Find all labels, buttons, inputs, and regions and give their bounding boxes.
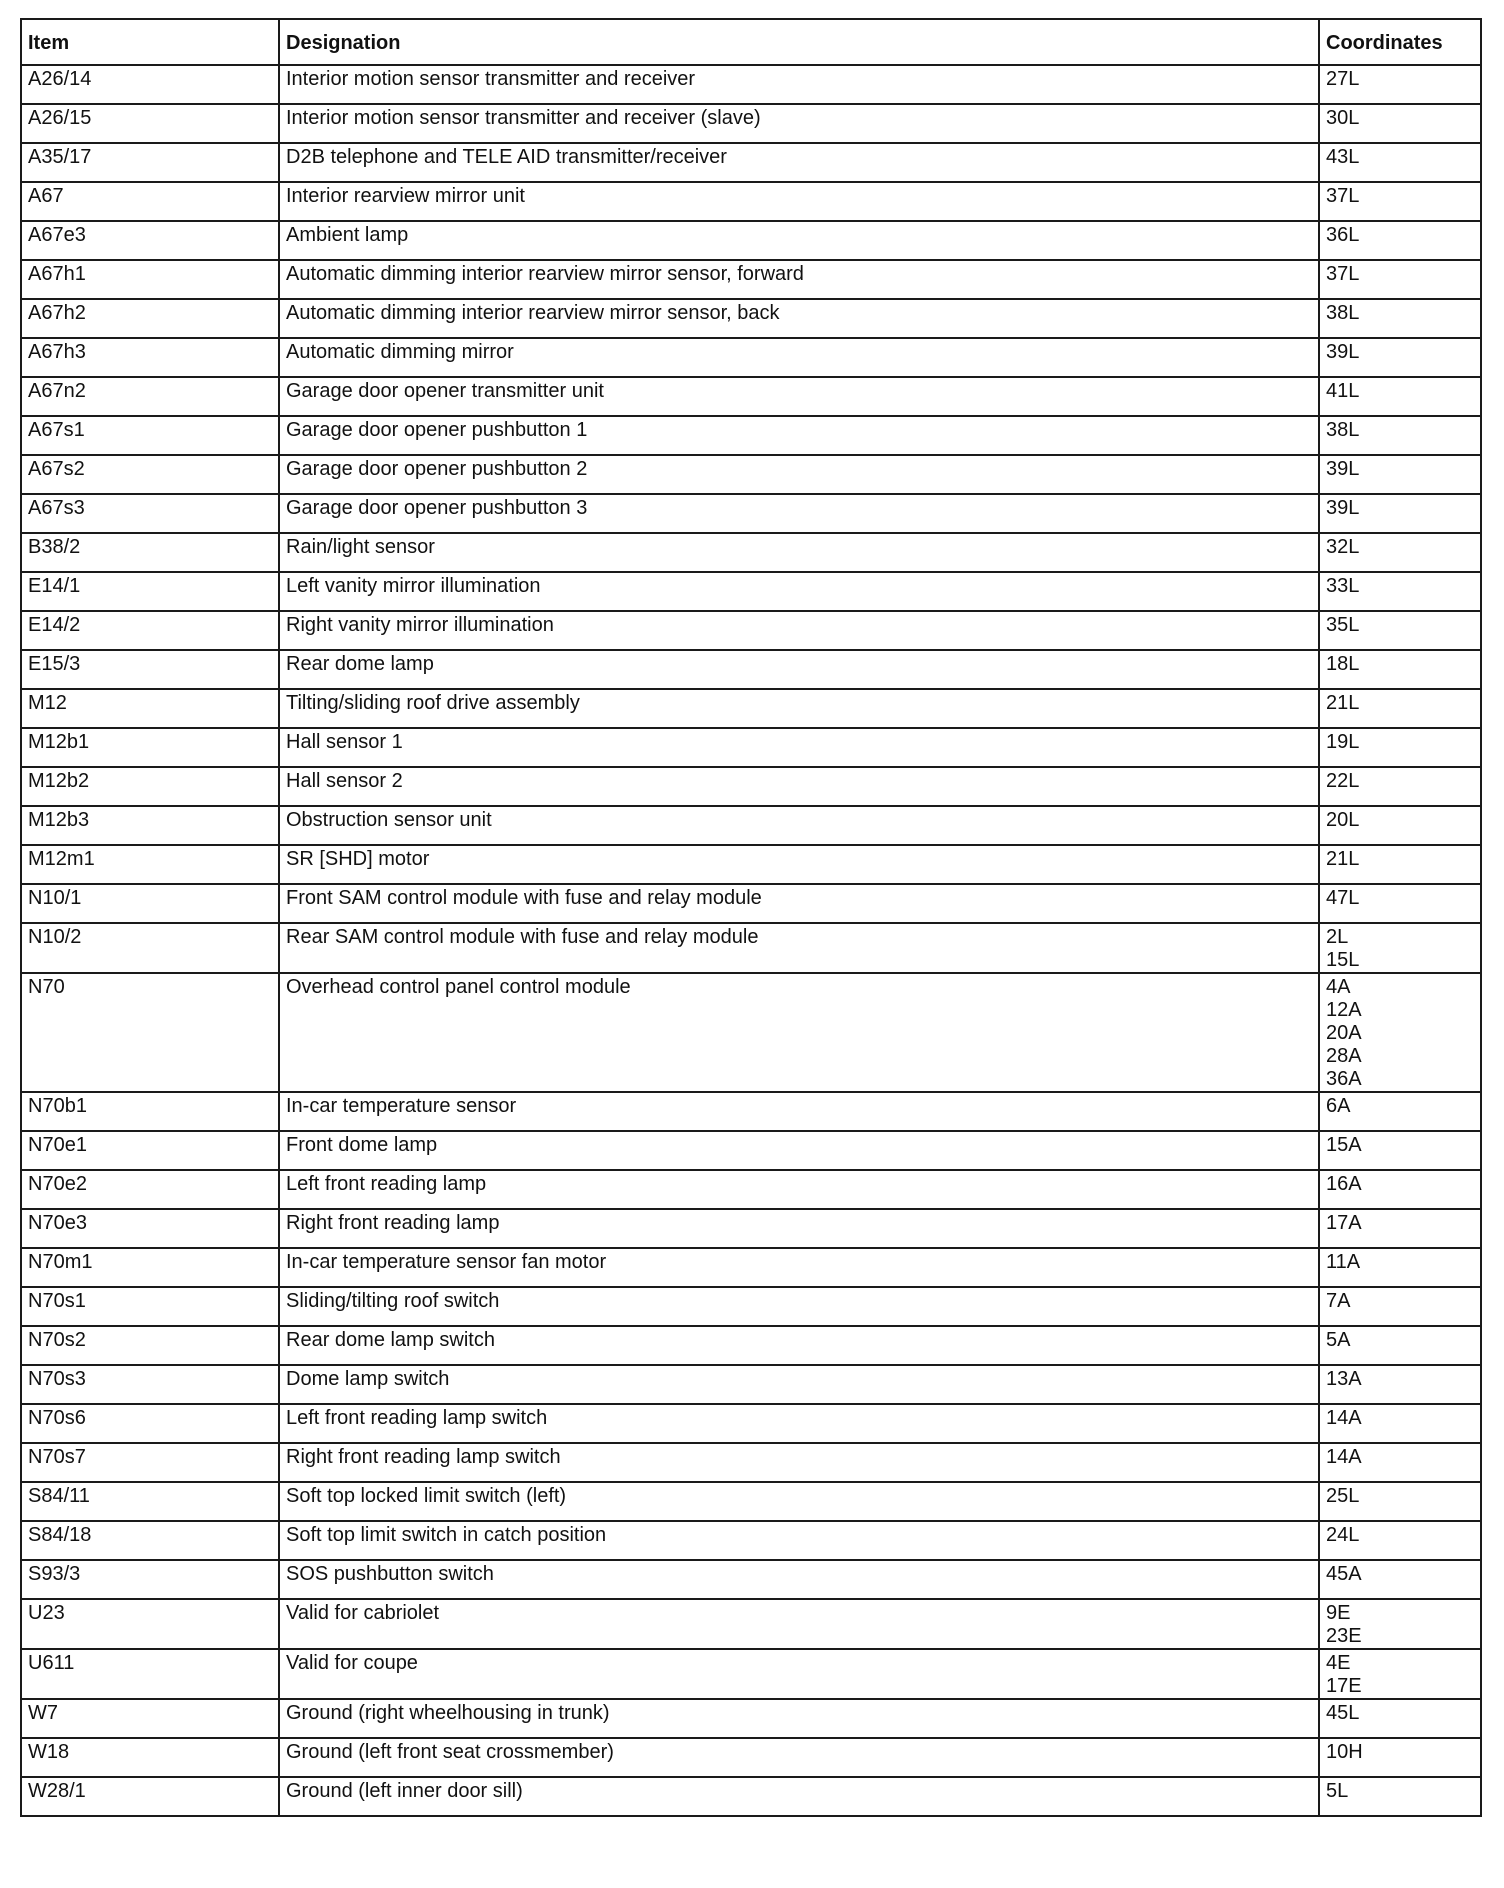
coordinate-value: 21L <box>1326 848 1360 870</box>
designation-cell: Garage door opener pushbutton 2 <box>279 455 1319 494</box>
table-row <box>21 1365 1481 1404</box>
coordinates-cell <box>1319 1131 1481 1170</box>
designation-cell: Soft top locked limit switch (left) <box>279 1482 1319 1521</box>
coordinate-value: 45L <box>1326 1702 1360 1724</box>
designation-cell: Interior motion sensor transmitter and receiver <box>279 65 1319 104</box>
designation-cell: SR [SHD] motor <box>279 845 1319 884</box>
table-row <box>21 260 1481 299</box>
coordinate-value: 32L <box>1326 536 1360 558</box>
coordinates-cell <box>1319 221 1481 260</box>
coordinate-value: 47L <box>1326 887 1360 909</box>
coordinate-value: 10H <box>1326 1741 1363 1763</box>
coordinates-cell <box>1319 1170 1481 1209</box>
table-row <box>21 923 1481 973</box>
table-row <box>21 689 1481 728</box>
designation-cell: Right vanity mirror illumination <box>279 611 1319 650</box>
designation-cell: Tilting/sliding roof drive assembly <box>279 689 1319 728</box>
coordinates-cell <box>1319 728 1481 767</box>
designation-cell: Ground (left inner door sill) <box>279 1777 1319 1816</box>
item-cell: A26/15 <box>21 104 279 143</box>
table-row <box>21 1170 1481 1209</box>
table-row <box>21 377 1481 416</box>
coordinates-cell <box>1319 182 1481 221</box>
item-cell: N70e1 <box>21 1131 279 1170</box>
item-cell: W28/1 <box>21 1777 279 1816</box>
coordinate-value: 38L <box>1326 302 1360 324</box>
designation-cell: Ground (right wheelhousing in trunk) <box>279 1699 1319 1738</box>
coordinate-value: 27L <box>1326 68 1360 90</box>
item-cell: N70b1 <box>21 1092 279 1131</box>
coordinate-value: 28A <box>1326 1045 1362 1067</box>
coordinate-value: 5L <box>1326 1780 1349 1802</box>
coordinate-value: 19L <box>1326 731 1360 753</box>
coordinate-value: 18L <box>1326 653 1360 675</box>
coordinate-value: 45A <box>1326 1563 1362 1585</box>
designation-cell: D2B telephone and TELE AID transmitter/receiver <box>279 143 1319 182</box>
item-cell: E15/3 <box>21 650 279 689</box>
table-row <box>21 338 1481 377</box>
coordinates-cell <box>1319 1443 1481 1482</box>
coordinates-cell <box>1319 1699 1481 1738</box>
item-cell: N70s2 <box>21 1326 279 1365</box>
coordinate-value: 38L <box>1326 419 1360 441</box>
coordinates-cell <box>1319 416 1481 455</box>
header-item: Item <box>21 19 279 65</box>
coordinate-value: 24L <box>1326 1524 1360 1546</box>
coordinates-cell <box>1319 1599 1481 1649</box>
coordinates-cell <box>1319 1404 1481 1443</box>
coordinate-value: 36A <box>1326 1068 1362 1090</box>
designation-cell: Rear dome lamp switch <box>279 1326 1319 1365</box>
coordinates-cell <box>1319 299 1481 338</box>
item-cell: A67s3 <box>21 494 279 533</box>
designation-cell: Left front reading lamp <box>279 1170 1319 1209</box>
coordinate-value: 22L <box>1326 770 1360 792</box>
designation-cell: Right front reading lamp switch <box>279 1443 1319 1482</box>
coordinate-value: 17E <box>1326 1675 1362 1697</box>
table-row <box>21 143 1481 182</box>
item-cell: N10/1 <box>21 884 279 923</box>
item-cell: N70e3 <box>21 1209 279 1248</box>
header-row <box>21 19 1481 65</box>
coordinate-value: 35L <box>1326 614 1360 636</box>
table-row <box>21 1738 1481 1777</box>
table-row <box>21 1599 1481 1649</box>
designation-cell: Rain/light sensor <box>279 533 1319 572</box>
designation-cell: Hall sensor 1 <box>279 728 1319 767</box>
table-row <box>21 1326 1481 1365</box>
designation-cell: In-car temperature sensor <box>279 1092 1319 1131</box>
coordinates-cell <box>1319 845 1481 884</box>
table-row <box>21 65 1481 104</box>
coordinate-value: 23E <box>1326 1625 1362 1647</box>
designation-cell: Left front reading lamp switch <box>279 1404 1319 1443</box>
item-cell: B38/2 <box>21 533 279 572</box>
coordinate-value: 4E <box>1326 1652 1351 1674</box>
table-body <box>21 65 1481 1816</box>
coordinate-value: 30L <box>1326 107 1360 129</box>
coordinate-value: 15A <box>1326 1134 1362 1156</box>
item-cell: N70s6 <box>21 1404 279 1443</box>
table-row <box>21 973 1481 1092</box>
designation-cell: Front SAM control module with fuse and relay module <box>279 884 1319 923</box>
designation-cell: Automatic dimming interior rearview mirror sensor, back <box>279 299 1319 338</box>
designation-cell: Garage door opener transmitter unit <box>279 377 1319 416</box>
table-row <box>21 533 1481 572</box>
table-row <box>21 611 1481 650</box>
item-cell: S84/11 <box>21 1482 279 1521</box>
item-cell: N70e2 <box>21 1170 279 1209</box>
designation-cell: Obstruction sensor unit <box>279 806 1319 845</box>
item-cell: A67s2 <box>21 455 279 494</box>
coordinates-cell <box>1319 1560 1481 1599</box>
coordinate-value: 43L <box>1326 146 1360 168</box>
designation-cell: Rear dome lamp <box>279 650 1319 689</box>
designation-cell: Garage door opener pushbutton 1 <box>279 416 1319 455</box>
coordinate-value: 39L <box>1326 497 1360 519</box>
coordinates-cell <box>1319 1209 1481 1248</box>
coordinates-cell <box>1319 1777 1481 1816</box>
designation-cell: Right front reading lamp <box>279 1209 1319 1248</box>
table-row <box>21 1521 1481 1560</box>
item-cell: M12b1 <box>21 728 279 767</box>
item-cell: N70 <box>21 973 279 1092</box>
table-row <box>21 572 1481 611</box>
item-cell: N70m1 <box>21 1248 279 1287</box>
table-row <box>21 455 1481 494</box>
coordinates-cell <box>1319 1287 1481 1326</box>
item-cell: A67 <box>21 182 279 221</box>
item-cell: U23 <box>21 1599 279 1649</box>
table-row <box>21 1131 1481 1170</box>
designation-cell: Garage door opener pushbutton 3 <box>279 494 1319 533</box>
coordinates-cell <box>1319 533 1481 572</box>
coordinates-cell <box>1319 1738 1481 1777</box>
item-cell: N70s1 <box>21 1287 279 1326</box>
coordinate-value: 21L <box>1326 692 1360 714</box>
item-cell: W18 <box>21 1738 279 1777</box>
item-cell: A67h1 <box>21 260 279 299</box>
coordinates-cell <box>1319 611 1481 650</box>
designation-cell: Interior rearview mirror unit <box>279 182 1319 221</box>
table-row <box>21 182 1481 221</box>
table-row <box>21 104 1481 143</box>
table-row <box>21 884 1481 923</box>
coordinate-value: 7A <box>1326 1290 1351 1312</box>
item-cell: A67h3 <box>21 338 279 377</box>
table-row <box>21 299 1481 338</box>
item-cell: E14/2 <box>21 611 279 650</box>
item-cell: N10/2 <box>21 923 279 973</box>
coordinate-value: 2L <box>1326 926 1349 948</box>
header-designation: Designation <box>279 19 1319 65</box>
coordinate-value: 13A <box>1326 1368 1362 1390</box>
designation-cell: Hall sensor 2 <box>279 767 1319 806</box>
coordinates-cell <box>1319 767 1481 806</box>
item-cell: N70s7 <box>21 1443 279 1482</box>
table-row <box>21 1248 1481 1287</box>
table-row <box>21 1443 1481 1482</box>
designation-cell: Rear SAM control module with fuse and relay module <box>279 923 1319 973</box>
coordinate-value: 15L <box>1326 949 1360 971</box>
item-cell: N70s3 <box>21 1365 279 1404</box>
designation-cell: Ground (left front seat crossmember) <box>279 1738 1319 1777</box>
item-cell: S84/18 <box>21 1521 279 1560</box>
item-cell: S93/3 <box>21 1560 279 1599</box>
table-row <box>21 1404 1481 1443</box>
coordinates-cell <box>1319 1092 1481 1131</box>
coordinates-cell <box>1319 338 1481 377</box>
designation-cell: Interior motion sensor transmitter and receiver (slave) <box>279 104 1319 143</box>
coordinate-value: 33L <box>1326 575 1360 597</box>
item-cell: M12b2 <box>21 767 279 806</box>
item-cell: A26/14 <box>21 65 279 104</box>
coordinates-cell <box>1319 689 1481 728</box>
table-row <box>21 1287 1481 1326</box>
coordinate-value: 14A <box>1326 1446 1362 1468</box>
item-cell: W7 <box>21 1699 279 1738</box>
coordinate-value: 17A <box>1326 1212 1362 1234</box>
coordinates-cell <box>1319 806 1481 845</box>
coordinates-cell <box>1319 494 1481 533</box>
coordinates-cell <box>1319 104 1481 143</box>
table-row <box>21 221 1481 260</box>
coordinate-value: 20L <box>1326 809 1360 831</box>
coordinates-cell <box>1319 377 1481 416</box>
coordinate-value: 5A <box>1326 1329 1351 1351</box>
coordinates-cell <box>1319 572 1481 611</box>
coordinates-cell <box>1319 143 1481 182</box>
table-row <box>21 416 1481 455</box>
table-row <box>21 767 1481 806</box>
designation-cell: In-car temperature sensor fan motor <box>279 1248 1319 1287</box>
designation-cell: SOS pushbutton switch <box>279 1560 1319 1599</box>
header-coordinates: Coordinates <box>1319 19 1481 65</box>
coordinate-value: 39L <box>1326 458 1360 480</box>
coordinates-cell <box>1319 973 1481 1092</box>
coordinate-value: 37L <box>1326 263 1360 285</box>
coordinates-cell <box>1319 1248 1481 1287</box>
coordinates-cell <box>1319 65 1481 104</box>
table-row <box>21 1649 1481 1699</box>
table-row <box>21 1209 1481 1248</box>
designation-cell: Soft top limit switch in catch position <box>279 1521 1319 1560</box>
designation-cell: Left vanity mirror illumination <box>279 572 1319 611</box>
table-row <box>21 650 1481 689</box>
table-row <box>21 1092 1481 1131</box>
table-row <box>21 845 1481 884</box>
coordinate-value: 4A <box>1326 976 1351 998</box>
coordinates-cell <box>1319 260 1481 299</box>
item-cell: M12m1 <box>21 845 279 884</box>
coordinate-value: 41L <box>1326 380 1360 402</box>
coordinates-cell <box>1319 884 1481 923</box>
item-cell: A67h2 <box>21 299 279 338</box>
coordinates-cell <box>1319 923 1481 973</box>
coordinate-value: 14A <box>1326 1407 1362 1429</box>
coordinates-cell <box>1319 1365 1481 1404</box>
table-row <box>21 1777 1481 1816</box>
coordinates-cell <box>1319 1482 1481 1521</box>
designation-cell: Automatic dimming mirror <box>279 338 1319 377</box>
table-row <box>21 494 1481 533</box>
item-cell: A67e3 <box>21 221 279 260</box>
item-cell: A67n2 <box>21 377 279 416</box>
coordinate-value: 39L <box>1326 341 1360 363</box>
coordinates-cell <box>1319 1326 1481 1365</box>
coordinate-value: 25L <box>1326 1485 1360 1507</box>
designation-cell: Valid for coupe <box>279 1649 1319 1699</box>
item-cell: A35/17 <box>21 143 279 182</box>
coordinate-value: 20A <box>1326 1022 1362 1044</box>
coordinates-cell <box>1319 650 1481 689</box>
item-cell: E14/1 <box>21 572 279 611</box>
item-cell: M12 <box>21 689 279 728</box>
coordinates-cell <box>1319 455 1481 494</box>
coordinate-value: 16A <box>1326 1173 1362 1195</box>
coordinate-value: 36L <box>1326 224 1360 246</box>
designation-cell: Automatic dimming interior rearview mirror sensor, forward <box>279 260 1319 299</box>
item-cell: M12b3 <box>21 806 279 845</box>
designation-cell: Overhead control panel control module <box>279 973 1319 1092</box>
designation-cell: Dome lamp switch <box>279 1365 1319 1404</box>
coordinate-value: 12A <box>1326 999 1362 1021</box>
coordinates-cell <box>1319 1521 1481 1560</box>
table-row <box>21 728 1481 767</box>
table-row <box>21 806 1481 845</box>
coordinate-value: 11A <box>1326 1251 1361 1273</box>
designation-cell: Sliding/tilting roof switch <box>279 1287 1319 1326</box>
component-legend-table <box>20 18 1482 1817</box>
table-row <box>21 1482 1481 1521</box>
coordinate-value: 9E <box>1326 1602 1351 1624</box>
table-row <box>21 1560 1481 1599</box>
item-cell: U611 <box>21 1649 279 1699</box>
designation-cell: Ambient lamp <box>279 221 1319 260</box>
table-row <box>21 1699 1481 1738</box>
item-cell: A67s1 <box>21 416 279 455</box>
coordinate-value: 6A <box>1326 1095 1351 1117</box>
designation-cell: Front dome lamp <box>279 1131 1319 1170</box>
designation-cell: Valid for cabriolet <box>279 1599 1319 1649</box>
coordinate-value: 37L <box>1326 185 1360 207</box>
coordinates-cell <box>1319 1649 1481 1699</box>
